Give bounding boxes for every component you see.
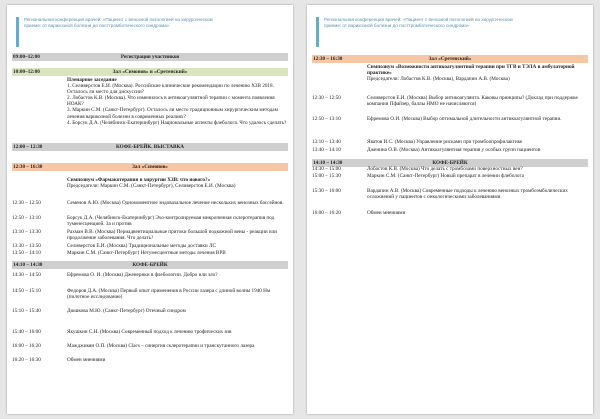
coffee-break-time: 14:10 – 14:30	[13, 262, 43, 268]
talk-text: Обмен мнениями	[67, 357, 106, 363]
talk-text: Селиверстов Е.И. (Москва) Выбор антикоагулянта. Каковы принципы? (Доклад при поддержке компании Пфайзер, баллы НМО не начисляются)	[367, 95, 578, 108]
hall-band-sretensky	[312, 55, 588, 63]
coffee-break-time: 14:10 – 14:30	[313, 160, 343, 166]
header-accent-bar	[316, 17, 319, 47]
plenary-items	[67, 77, 288, 126]
symposium-chairs: Председатели: Лобастов К.В. (Москва), Вардапин А.В. (Москва)	[367, 76, 510, 83]
talk-time: 13:50 – 14:10	[12, 250, 41, 256]
hall-band-plenary	[12, 68, 288, 76]
talk-time: 16:00 – 16:20	[312, 210, 341, 216]
header-accent-bar	[16, 17, 19, 47]
coffee-break-label: КОФЕ-БРЕЙК	[132, 262, 168, 268]
talk-text: Борсук Д.А. (Челябинск-Екатеринбург) Эхо-контролируемая микропенная склеротерапия под туменесценцией. За и против	[67, 215, 275, 228]
talk-time: 12:50 – 13:10	[12, 215, 41, 221]
conference-header	[16, 17, 286, 49]
talk-text: Дженина О.В. (Москва) Антикоагулянтная терапия у особых групп пациентов	[367, 147, 541, 153]
talk-time: 13:30 – 13:50	[12, 243, 41, 249]
talk-time: 12:30 – 12:50	[12, 200, 41, 206]
talk-time: 12:50 – 13:10	[312, 116, 341, 122]
registration-time: 09:00–12:00	[13, 54, 40, 60]
talk-text: Мажджикян О.П. (Москва) Clacs – синергия склеротерапии и транскутанного лазера	[67, 343, 255, 349]
talk-text: Яватов И.С. (Москва) Управление рисками при тромбоопрофилактике	[367, 139, 523, 145]
symposium-title: Симпозиум «Возможности антикоагулянтной терапии при ТГВ и ТЭЛА в амбулаторной практике»	[367, 64, 575, 77]
registration-band	[12, 53, 288, 61]
simonov-time: 12:30 – 16:30	[13, 164, 43, 170]
program-page-right	[307, 5, 593, 414]
symposium-chairs: Председатели: Маркин С.М. (Санкт-Петербург), Селиверстов Е.И. (Москва)	[67, 183, 236, 190]
sretensky-time: 12:30 – 16:30	[313, 56, 343, 62]
talk-time: 15:10 – 15:40	[12, 308, 41, 314]
talk-time: 13:10 – 13:40	[312, 139, 341, 145]
talk-text: Маркин С.М. (Санкт-Петербург) Нетумесцентные методы лечения ВРВ	[67, 250, 226, 256]
coffee-break-band	[12, 261, 288, 269]
talk-text: Федоров Д.А. (Москва) Первый опыт применения в России лазера с длиной волны 1940 Нм (пилотное исследование)	[67, 288, 271, 301]
talk-text: Обмен мнениями	[367, 210, 406, 216]
talk-text: Ефремова О. И. (Москва) Дженерики в флебологии. Добро или зло?	[67, 272, 218, 278]
talk-text: Семенов А.Ю. (Москва) Одномоментное эндовазальное лечение нескольких венозных бассейнов.	[67, 200, 284, 206]
registration-label: Регистрация участников	[120, 54, 180, 60]
conference-title: Региональная конференция врачей: «Пациент с венозной патологией на хирургическом приеме: от варикозной болезни до посттромботического синдрома»	[24, 17, 213, 28]
coffee-break-label: КОФЕ-БРЕЙК. ВЫСТАВКА	[115, 144, 185, 150]
coffee-break-label: КОФЕ-БРЕЙК	[432, 160, 468, 166]
plenary-item: 2. Лобастов К.В. (Москва). Что изменилось в антикоагулянтной терапии с момента появления НОАК?	[67, 95, 275, 108]
talk-time: 13:10 – 13:30	[12, 229, 41, 235]
conference-header	[316, 17, 586, 49]
symposium-header-text	[67, 177, 288, 189]
talk-time: 16:20 – 16:30	[12, 357, 41, 363]
sretensky-hall-label: Зал «Сретенский»	[428, 56, 472, 62]
talk-text: Лобастов К.В. (Москва) Что делать с тромбозами поверхностных вен?	[367, 166, 523, 172]
coffee-break-time: 12:00 – 12:30	[13, 144, 43, 150]
talk-time: 13:40 – 14:10	[312, 147, 341, 153]
plenary-hall-label: Зал «Симонов» и «Сретенский»	[112, 69, 188, 75]
talk-time: 12:30 – 12:50	[312, 95, 341, 101]
hall-band-simonov	[12, 163, 288, 171]
talk-time: 15:00 – 15:30	[312, 173, 341, 179]
conference-title: Региональная конференция врачей: «Пациент с венозной патологией на хирургическом приеме: от варикозной болезни до посттромботического синдрома»	[324, 17, 513, 28]
program-page-left	[7, 5, 293, 414]
plenary-item: 1. Селиверстов Е.И. (Москва). Российские клинические рекомендации по лечению ХЗВ 2018. Осталось ли место для дискуссии?	[67, 83, 274, 96]
symposium-header-text	[367, 64, 588, 82]
talk-time: 15:40 – 16:00	[12, 329, 41, 335]
coffee-break-band	[12, 143, 288, 151]
talk-time: 14:50 – 15:10	[12, 288, 41, 294]
talk-text: Рахман В.В. (Москва) Периадвентициальные притоки большой подкожной вены - реакции или продолжение заболевания. Что делать?	[67, 229, 278, 242]
talk-text: Селиверстов Е.И. (Москва) Традициональные методы доставки ЛС	[67, 243, 216, 249]
plenary-item: 3. Маркин С.М. (Санкт-Петербург). Осталось ли место традиционным хирургическим методам лечения варикозной болезни в современных реалиях?	[67, 107, 278, 120]
simonov-hall-label: Зал «Симонов»	[132, 164, 168, 170]
plenary-title: Пленарное заседание	[67, 77, 117, 83]
talk-time: 14:30 – 14:50	[12, 272, 41, 278]
talk-text: Маркин С.М. (Санкт-Петербург) Новый препарат в лечении флеболога	[367, 173, 524, 179]
plenary-time: 10:00–12:00	[13, 69, 40, 75]
plenary-item: 4. Борсук Д.А. (Челябинск-Екатеринбург) Национальные аспекты флеболога. Что удалось сделать?	[67, 119, 287, 126]
talk-time: 16:00 – 16:20	[12, 343, 41, 349]
talk-text: Ефремова О.И. (Москва) Выбор оптимальной длительности антикоагулянтной терапии.	[367, 116, 562, 122]
talk-time: 14:30 – 15:00	[312, 166, 341, 172]
talk-time: 15:30 – 16:00	[312, 188, 341, 194]
talk-text: Дюшкова М.Ю. (Санкт-Петербург) Отечный синдром	[67, 308, 186, 314]
talk-text: Якушкин С.Н. (Москва) Современный подход к лечению трофических язв	[67, 329, 232, 335]
talk-text: Вардапин А.В. (Москва) Современные подходы к лечению венозных тромбоэмболических осложнений у пациентов с онкологическими заболеваниями.	[367, 188, 568, 201]
symposium-title: Симпозиум «Фармакотерапия в хирургии ХЗВ: что нового?»	[67, 177, 211, 183]
